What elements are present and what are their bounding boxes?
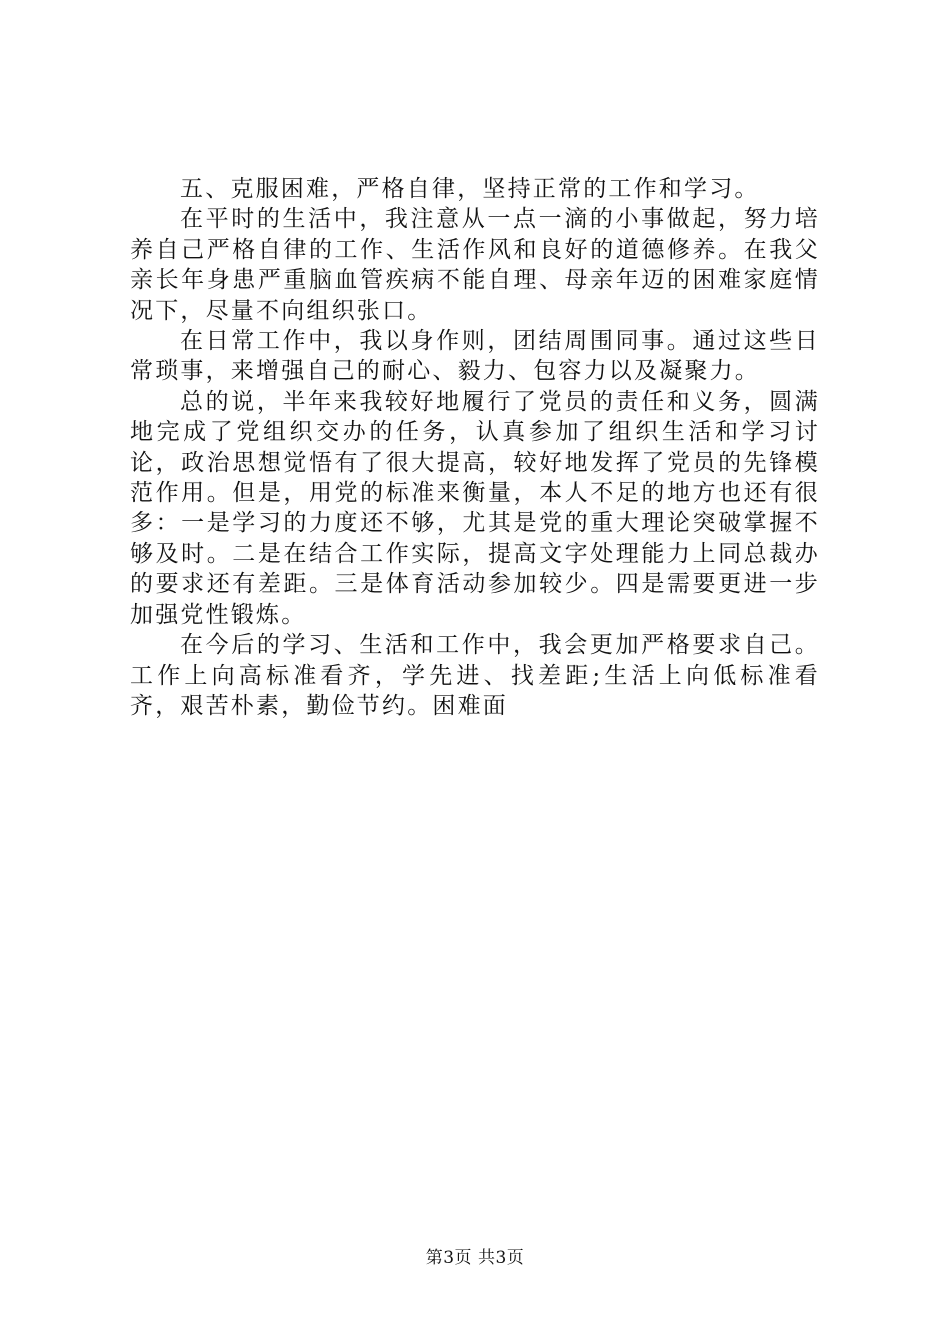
paragraph-self-discipline: 在平时的生活中，我注意从一点一滴的小事做起，努力培养自己严格自律的工作、生活作风和良好的道德修养。在我父亲长年身患严重脑血管疾病不能自理、母亲年迈的困难家庭情况下，尽量不向组织张口。 — [130, 206, 820, 324]
paragraph-future: 在今后的学习、生活和工作中，我会更加严格要求自己。工作上向高标准看齐，学先进、找差距;生活上向低标准看齐，艰苦朴素，勤俭节约。困难面 — [130, 632, 820, 719]
section-heading-5: 五、克服困难，严格自律，坚持正常的工作和学习。 — [180, 176, 760, 202]
paragraph-summary: 总的说，半年来我较好地履行了党员的责任和义务，圆满地完成了党组织交办的任务，认真参加了组织生活和学习讨论，政治思想觉悟有了很大提高，较好地发挥了党员的先锋模范作用。但是，用党的标准来衡量，本人不足的地方也还有很多：一是学习的力度还不够，尤其是党的重大理论突破掌握不够及时。二是在结合工作实际，提高文字处理能力上同总裁办的要求还有差距。三是体育活动参加较少。四是需要更进一步加强党性锻炼。 — [130, 388, 820, 628]
page-footer: 第3页 共3页 — [425, 1248, 525, 1268]
paragraph-daily-work: 在日常工作中，我以身作则，团结周围同事。通过这些日常琐事，来增强自己的耐心、毅力、包容力以及凝聚力。 — [130, 328, 820, 385]
body-text — [130, 174, 820, 721]
